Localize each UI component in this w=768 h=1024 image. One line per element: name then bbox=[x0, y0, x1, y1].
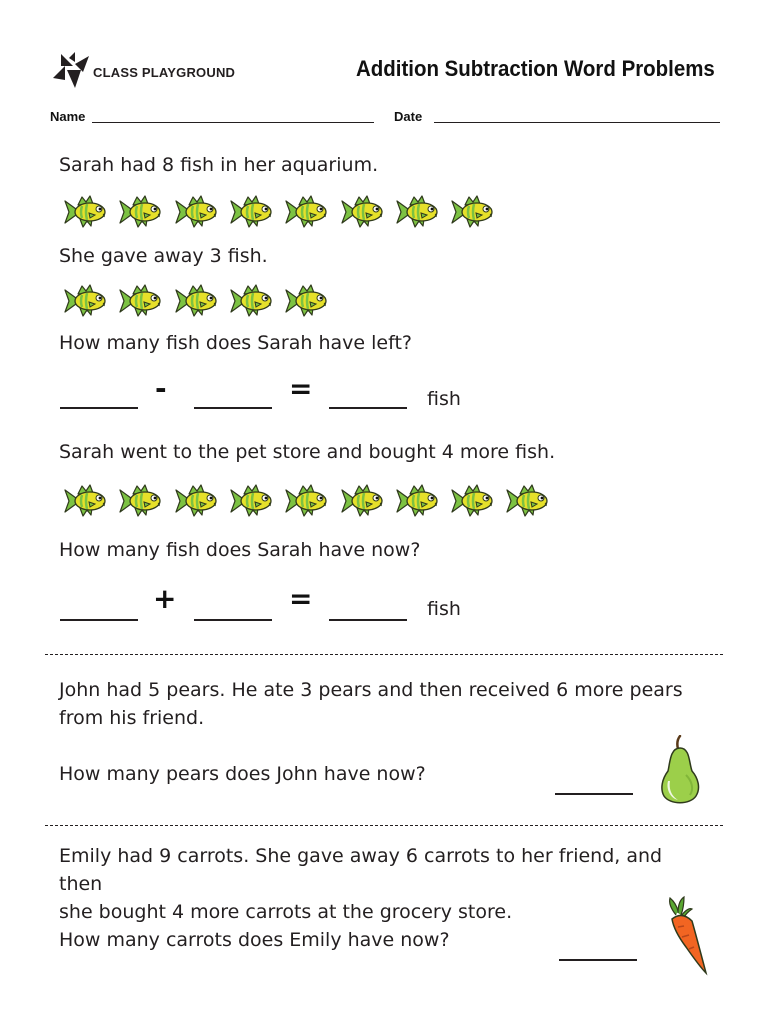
problem2-question: How many pears does John have now? bbox=[59, 763, 426, 785]
unit-label: fish bbox=[427, 598, 461, 620]
fish-icon bbox=[173, 484, 219, 518]
fish-icon bbox=[283, 484, 329, 518]
problem2-text bbox=[59, 676, 709, 732]
fish-icon bbox=[228, 284, 274, 318]
fish-icon bbox=[62, 484, 108, 518]
equals-sign: = bbox=[289, 372, 313, 405]
unit-label: fish bbox=[427, 388, 461, 410]
class-playground-logo-icon bbox=[51, 50, 91, 90]
fish-icon bbox=[117, 484, 163, 518]
answer-blank[interactable] bbox=[194, 407, 272, 409]
fish-icon bbox=[117, 195, 163, 229]
fish-icon bbox=[394, 484, 440, 518]
fish-icon bbox=[228, 484, 274, 518]
problem3-question: How many carrots does Emily have now? bbox=[59, 929, 450, 951]
plus-sign: + bbox=[153, 582, 177, 615]
answer-blank[interactable] bbox=[194, 619, 272, 621]
fish-icon bbox=[228, 195, 274, 229]
fish-icon bbox=[173, 195, 219, 229]
brand-name: CLASS PLAYGROUND bbox=[93, 65, 236, 80]
equals-sign: = bbox=[289, 582, 313, 615]
carrot-icon bbox=[662, 895, 712, 977]
fish-icon bbox=[173, 284, 219, 318]
date-label: Date bbox=[394, 109, 423, 124]
fish-icon bbox=[283, 284, 329, 318]
fish-icon bbox=[339, 195, 385, 229]
date-field[interactable] bbox=[434, 122, 720, 123]
problem3-text-line1: Emily had 9 carrots. She gave away 6 carrots to her friend, and then bbox=[59, 845, 663, 895]
page-title: Addition Subtraction Word Problems bbox=[356, 56, 715, 81]
fish-icon bbox=[449, 484, 495, 518]
problem2-text-line1: John had 5 pears. He ate 3 pears and then received 6 more pears bbox=[59, 679, 683, 701]
fish-icon bbox=[394, 195, 440, 229]
answer-blank[interactable] bbox=[60, 619, 138, 621]
fish-icon bbox=[62, 195, 108, 229]
answer-blank[interactable] bbox=[60, 407, 138, 409]
answer-blank[interactable] bbox=[555, 793, 633, 795]
dashed-divider bbox=[45, 654, 723, 655]
problem1-line2: She gave away 3 fish. bbox=[59, 245, 268, 267]
problem1-line3: Sarah went to the pet store and bought 4 more fish. bbox=[59, 441, 556, 463]
fish-icon bbox=[504, 484, 550, 518]
pear-icon bbox=[656, 735, 704, 805]
fish-icon bbox=[283, 195, 329, 229]
problem1-line1: Sarah had 8 fish in her aquarium. bbox=[59, 154, 379, 176]
fish-icon bbox=[339, 484, 385, 518]
problem1-question1: How many fish does Sarah have left? bbox=[59, 332, 412, 354]
fish-icon bbox=[62, 284, 108, 318]
fish-icon bbox=[117, 284, 163, 318]
fish-icon bbox=[449, 195, 495, 229]
problem1-question2: How many fish does Sarah have now? bbox=[59, 539, 421, 561]
minus-sign: - bbox=[155, 372, 167, 405]
problem2-text-line2: from his friend. bbox=[59, 707, 205, 729]
name-label: Name bbox=[50, 109, 86, 124]
name-field[interactable] bbox=[92, 122, 374, 123]
answer-blank[interactable] bbox=[559, 959, 637, 961]
problem3-text bbox=[59, 842, 709, 926]
answer-blank[interactable] bbox=[329, 619, 407, 621]
problem3-text-line2: she bought 4 more carrots at the grocery store. bbox=[59, 901, 513, 923]
answer-blank[interactable] bbox=[329, 407, 407, 409]
dashed-divider bbox=[45, 825, 723, 826]
